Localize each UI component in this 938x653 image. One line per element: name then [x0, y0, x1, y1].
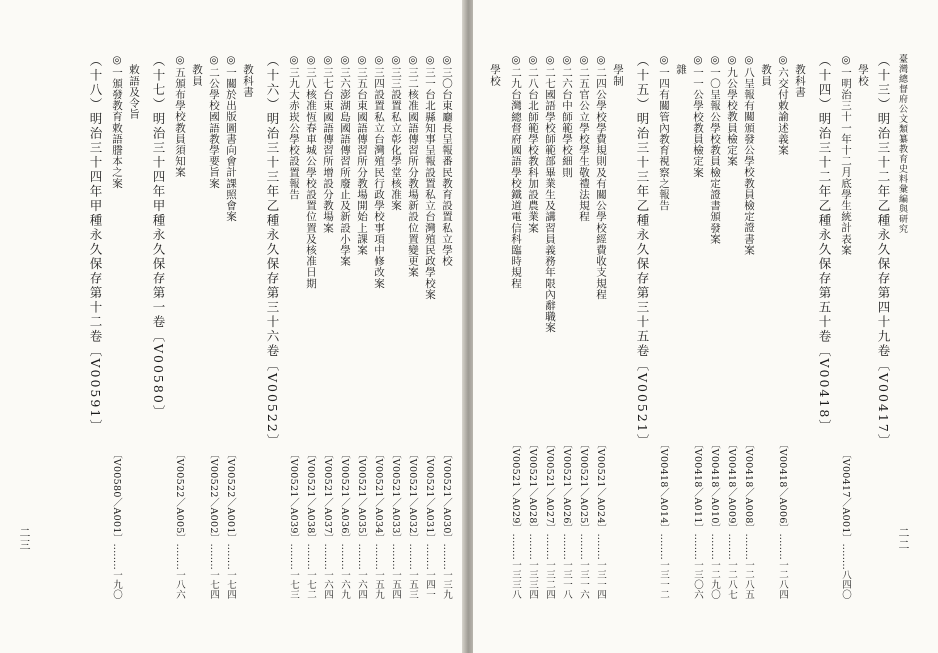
- entry-title: 核准國語傳習所分教場新設位置變更案: [407, 88, 419, 278]
- entry-title: 有關管內教育視察之報告: [658, 88, 670, 211]
- page-reference: ‥‥‥‥一三一六: [578, 533, 589, 599]
- entry-number: ◎三〇: [441, 54, 453, 89]
- column-gap: [626, 54, 630, 599]
- entry-reference: [387, 449, 404, 599]
- entry-title: 關於出版圖書向會計課照會案: [225, 77, 237, 223]
- entry-number: ◎二八: [527, 54, 539, 89]
- archive-code: 〔V00521／A032〕: [407, 448, 418, 544]
- page-reference: ‥‥‥‥一三一四: [595, 533, 606, 599]
- entry-title: 台灣總督府國語學校鐵道電信科臨時規程: [510, 88, 522, 289]
- archive-code: 〔V00418／A011〕: [692, 438, 703, 534]
- archive-code: 〔V00521／A029〕: [510, 438, 521, 534]
- entry-title: 公學校國語教學要旨案: [208, 77, 220, 189]
- archive-code: 〔V00521／A035〕: [356, 448, 367, 544]
- right-page: [473, 0, 938, 653]
- entry-number: ◎六: [777, 54, 789, 78]
- entry-number: ◎三五: [356, 54, 368, 89]
- entry-title: 核准恆春車城公學校設置位置及核准日期: [305, 88, 317, 289]
- entry-title: 大赤崁公學校設置報告: [288, 88, 300, 200]
- page-reference: ‥‥‥‥一三一八: [561, 533, 572, 599]
- entry-reference: [558, 439, 575, 599]
- page-reference: ‥‥‥‥一五四: [390, 543, 401, 599]
- entry-title: 頒發教育敕語謄本之案: [111, 77, 123, 189]
- archive-code: 〔V00521／A037〕: [322, 448, 333, 544]
- page-reference: ‥‥‥‥一七四: [225, 543, 236, 599]
- entry-title: 台東國語傳習所分教場開始上課案: [356, 88, 368, 256]
- volume-heading: （十七）明治三十四年甲種永久保存第一卷〔V00580〕: [151, 54, 166, 420]
- archive-code: 〔V00417／A001〕: [840, 448, 851, 544]
- entry-title: 台東國語傳習所增設分教場案: [322, 88, 334, 234]
- entry-reference: [655, 439, 672, 599]
- column-gap: [167, 54, 171, 599]
- toc-entry: [592, 54, 609, 599]
- entry-reference: [723, 439, 740, 599]
- entry-title: 台東廳長呈報番民教育設置私立學校: [441, 88, 453, 267]
- toc-entry: [205, 54, 222, 599]
- archive-code: 〔V00418／A010〕: [709, 438, 720, 534]
- column-gap: [651, 54, 655, 599]
- entry-number: ◎一一: [692, 54, 704, 89]
- category-heading: 雜: [675, 64, 687, 76]
- entry-reference: [507, 439, 524, 599]
- toc-entry: [302, 54, 319, 599]
- toc-entry: [222, 54, 239, 599]
- toc-entry: [336, 54, 353, 599]
- category-heading: 學校: [857, 64, 869, 87]
- volume-heading: （十六）明治三十三年乙種永久保存第三十六卷〔V00522〕: [265, 54, 280, 449]
- entry-title: 台北縣知事呈報設置私立台灣殖民政學校案: [424, 88, 436, 300]
- page-reference: ‥‥‥‥一六九: [339, 543, 350, 599]
- entry-number: ◎二: [208, 54, 220, 78]
- page-reference: ‥‥‥‥一六四: [356, 543, 367, 599]
- entry-reference: [774, 439, 791, 599]
- entry-reference: [205, 449, 222, 599]
- entry-number: ◎一: [111, 54, 123, 78]
- page-reference: ‥‥‥‥一三二四: [544, 533, 555, 599]
- archive-code: 〔V00521／A036〕: [339, 448, 350, 544]
- toc-entry: [285, 54, 302, 599]
- column-gap: [503, 54, 507, 599]
- page-reference: ‥‥‥‥一三一二: [658, 533, 669, 599]
- entry-title: 國語學校師範部畢業生及講習員義務年限內辭職案: [544, 88, 556, 334]
- toc-entry: [108, 54, 125, 599]
- entry-number: ◎一: [840, 54, 852, 78]
- entry-reference: [740, 439, 757, 599]
- entry-reference: [336, 449, 353, 599]
- page-reference: ‥‥‥‥一二八七: [726, 533, 737, 599]
- archive-code: 〔V00580／A001〕: [111, 448, 122, 544]
- entry-reference: [438, 449, 455, 599]
- volume-heading: （十八）明治三十四年甲種永久保存第十二卷〔V00591〕: [88, 54, 103, 434]
- entry-reference: [404, 449, 421, 599]
- toc-entry: [541, 54, 558, 599]
- page-reference: ‥‥‥‥一二九〇: [709, 533, 720, 599]
- toc-entry: [837, 54, 854, 599]
- entry-reference: [541, 439, 558, 599]
- archive-code: 〔V00521／A030〕: [441, 448, 452, 544]
- category-heading: 學制: [612, 64, 624, 87]
- entry-title: 明治三十一年十二月底學生統計表案: [840, 77, 852, 256]
- archive-code: 〔V00521／A031〕: [424, 448, 435, 544]
- column-gap: [808, 54, 812, 599]
- archive-code: 〔V00521／A033〕: [390, 448, 401, 544]
- entry-reference: [222, 449, 239, 599]
- entry-number: ◎二九: [510, 54, 522, 89]
- page-reference: ‥‥‥‥一五九: [373, 543, 384, 599]
- page-reference: ‥‥‥‥一三三四: [527, 533, 538, 599]
- entry-number: ◎三一: [424, 54, 436, 89]
- entry-number: ◎二七: [544, 54, 556, 89]
- archive-code: 〔V00418／A008〕: [743, 438, 754, 534]
- entry-title: 台中師範學校細則: [561, 88, 573, 178]
- page-reference: ‥‥‥‥一七二: [305, 543, 316, 599]
- page-reference: ‥‥‥‥八四〇: [840, 543, 851, 599]
- toc-entry: [740, 54, 757, 599]
- toc-entry: [438, 54, 455, 599]
- right-page-contents: [486, 54, 910, 609]
- category-heading: 教員: [760, 64, 772, 87]
- column-gap: [142, 54, 146, 599]
- archive-code: 〔V00521／A024〕: [595, 438, 606, 534]
- archive-code: 〔V00521／A039〕: [288, 448, 299, 544]
- entry-number: ◎三二: [407, 54, 419, 89]
- entry-reference: [370, 449, 387, 599]
- column-gap: [104, 54, 108, 599]
- entry-reference: [285, 449, 302, 599]
- page-reference: ‥‥‥‥一七三: [288, 543, 299, 599]
- page-reference: ‥‥‥‥一二八五: [743, 533, 754, 599]
- entry-title: 設置私立台灣殖民行政學校事項中修改案: [373, 88, 385, 289]
- toc-entry: [421, 54, 438, 599]
- entry-reference: [421, 449, 438, 599]
- entry-reference: [319, 449, 336, 599]
- entry-reference: [302, 449, 319, 599]
- entry-reference: [171, 449, 188, 599]
- entry-number: ◎三三: [390, 54, 402, 89]
- entry-title: 公學校教員檢定案: [692, 88, 704, 178]
- archive-code: 〔V00521／A034〕: [373, 448, 384, 544]
- toc-entry: [706, 54, 723, 599]
- left-page-contents: [83, 54, 455, 609]
- entry-title: 公學校教員檢定案: [726, 77, 738, 167]
- page-reference: ‥‥‥‥一五三: [407, 543, 418, 599]
- page-reference: ‥‥‥‥一八六: [174, 543, 185, 599]
- toc-entry: [319, 54, 336, 599]
- entry-number: ◎三八: [305, 54, 317, 89]
- category-heading: 敕語及令旨: [128, 64, 140, 120]
- toc-entry: [171, 54, 188, 599]
- page-reference: ‥‥‥‥一三九: [441, 543, 452, 599]
- entry-number: ◎一四: [658, 54, 670, 89]
- entry-title: 台北師範學校教科加設農業案: [527, 88, 539, 234]
- entry-number: ◎一: [225, 54, 237, 78]
- page-reference: ‥‥‥‥一九〇: [111, 543, 122, 599]
- toc-entry: [370, 54, 387, 599]
- volume-heading: （十三）明治三十二年乙種永久保存第四十九卷〔V00417〕: [876, 54, 891, 449]
- entry-title: 呈報有關頒發公學校教員檢定證書案: [743, 77, 755, 256]
- page-reference: ‥‥‥‥一二八四: [777, 533, 788, 599]
- column-gap: [256, 54, 260, 599]
- entry-number: ◎二五: [578, 54, 590, 89]
- entry-number: ◎三四: [373, 54, 385, 89]
- volume-heading: （十四）明治三十二年乙種永久保存第五十卷〔V00418〕: [817, 54, 832, 434]
- toc-entry: [353, 54, 370, 599]
- archive-code: 〔V00521／A025〕: [578, 438, 589, 534]
- page-reference: ‥‥‥‥一四一: [424, 543, 435, 599]
- volume-heading: （十五）明治三十三年乙種永久保存第三十五卷〔V00521〕: [635, 54, 650, 449]
- column-gap: [281, 54, 285, 599]
- column-gap: [892, 54, 896, 599]
- entry-number: ◎三九: [288, 54, 300, 89]
- column-gap: [833, 54, 837, 599]
- entry-number: ◎一〇: [709, 54, 721, 89]
- toc-entry: [507, 54, 524, 599]
- page-reference: ‥‥‥‥一三〇六: [692, 533, 703, 599]
- series-title: 臺灣總督府公文類纂教育史料彙編與研究: [897, 54, 907, 234]
- entry-reference: [837, 449, 854, 599]
- entry-reference: [524, 439, 541, 599]
- category-heading: 教科書: [794, 64, 806, 98]
- entry-reference: [575, 439, 592, 599]
- entry-title: 設置私立彰化學堂核准案: [390, 88, 402, 211]
- toc-entry: [558, 54, 575, 599]
- entry-title: 官公立學校學生敬禮法規程: [578, 88, 590, 223]
- toc-entry: [689, 54, 706, 599]
- entry-number: ◎五: [174, 54, 186, 78]
- toc-entry: [575, 54, 592, 599]
- archive-code: 〔V00521／A028〕: [527, 438, 538, 534]
- entry-reference: [689, 439, 706, 599]
- entry-number: ◎九: [726, 54, 738, 78]
- entry-title: 公學校學費規則及有關公學校經費收支規程: [595, 88, 607, 300]
- entry-number: ◎二四: [595, 54, 607, 89]
- category-heading: 教科書: [242, 64, 254, 98]
- archive-code: 〔V00522／A002〕: [208, 448, 219, 544]
- category-heading: 教員: [191, 64, 203, 87]
- entry-reference: [108, 449, 125, 599]
- left-page: [0, 0, 465, 653]
- entry-number: ◎八: [743, 54, 755, 78]
- archive-code: 〔V00522／A001〕: [225, 448, 236, 544]
- toc-entry: [387, 54, 404, 599]
- page-number: 二二: [897, 527, 910, 551]
- page-reference: ‥‥‥‥一七四: [208, 543, 219, 599]
- archive-code: 〔V00521／A026〕: [561, 438, 572, 534]
- archive-code: 〔V00522／A005〕: [174, 448, 185, 544]
- entry-number: ◎二六: [561, 54, 573, 89]
- toc-entry: [404, 54, 421, 599]
- archive-code: 〔V00418／A014〕: [658, 438, 669, 534]
- entry-reference: [353, 449, 370, 599]
- entry-title: 交付敕諭述義案: [777, 77, 789, 156]
- page-reference: ‥‥‥‥一六四: [322, 543, 333, 599]
- toc-entry: [723, 54, 740, 599]
- archive-code: 〔V00521／A027〕: [544, 438, 555, 534]
- toc-entry: [774, 54, 791, 599]
- entry-reference: [592, 439, 609, 599]
- archive-code: 〔V00418／A009〕: [726, 438, 737, 534]
- entry-reference: [706, 439, 723, 599]
- page-number: 二三: [18, 527, 31, 551]
- entry-title: 呈報公學校教員檢定證書頒發案: [709, 88, 721, 245]
- archive-code: 〔V00418／A006〕: [777, 438, 788, 534]
- toc-entry: [655, 54, 672, 599]
- toc-entry: [524, 54, 541, 599]
- entry-number: ◎三六: [339, 54, 351, 89]
- entry-number: ◎三七: [322, 54, 334, 89]
- entry-title: 澎湖島國語傳習所廢止及新設小學案: [339, 88, 351, 267]
- archive-code: 〔V00521／A038〕: [305, 448, 316, 544]
- page-reference: ‥‥‥‥一三三八: [510, 533, 521, 599]
- category-heading: 學校: [489, 64, 501, 87]
- entry-title: 頒布學校教員須知案: [174, 77, 186, 178]
